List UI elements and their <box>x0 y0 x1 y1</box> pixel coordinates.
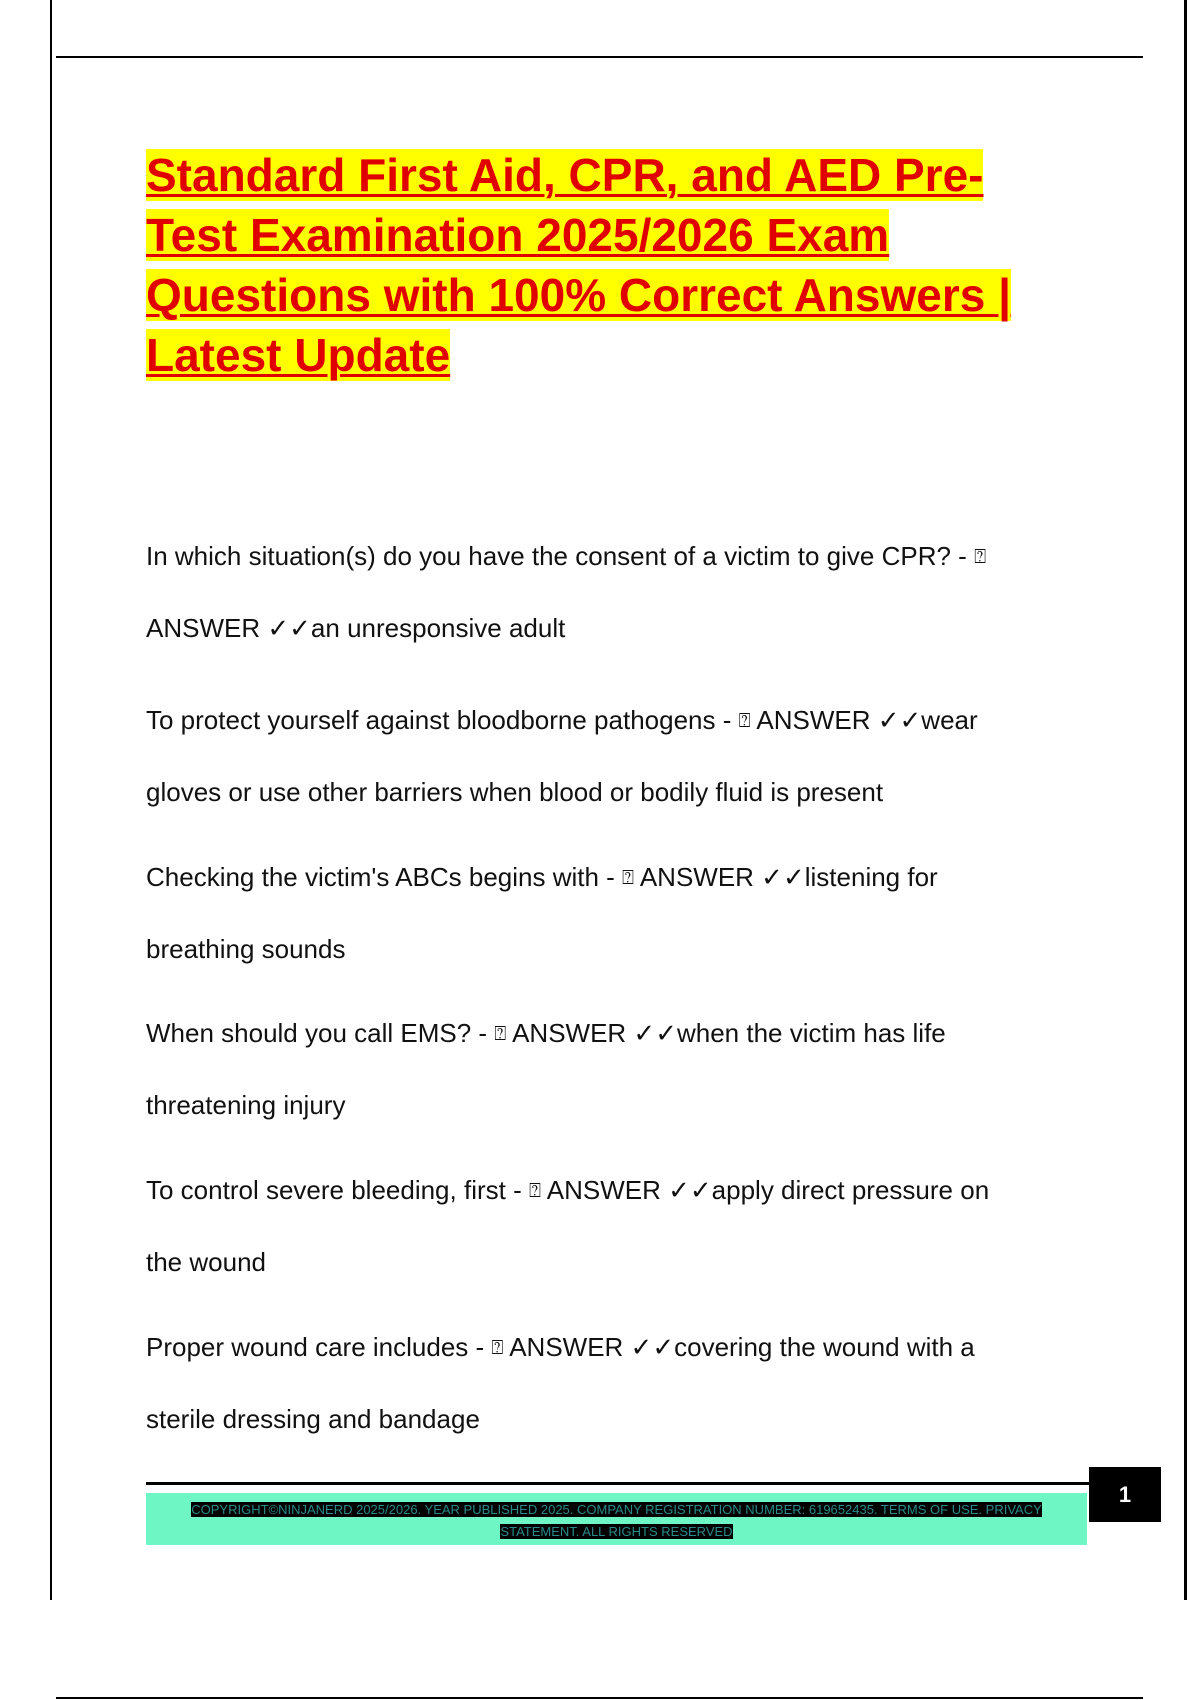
question-text: To control severe bleeding, first - <box>146 1175 529 1205</box>
qa-item <box>146 997 1086 1141</box>
placeholder-glyph-icon: ⍰ <box>974 544 987 568</box>
answer-continuation: the wound <box>146 1247 266 1277</box>
answer-text: an unresponsive adult <box>310 613 566 643</box>
answer-continuation: gloves or use other barriers when blood or bodily fluid is present <box>146 777 884 807</box>
next-page-rule <box>56 1697 1143 1699</box>
answer-continuation: breathing sounds <box>146 934 346 964</box>
question-line <box>146 841 1086 913</box>
page-number: 1 <box>1089 1467 1161 1522</box>
question-line <box>146 520 1086 592</box>
question-text: In which situation(s) do you have the consent of a victim to give CPR? - <box>146 541 975 571</box>
question-text: Proper wound care includes - <box>146 1332 492 1362</box>
placeholder-glyph-icon: ⍰ <box>622 865 635 889</box>
answer-text: ANSWER ✓✓apply direct pressure on <box>540 1175 990 1205</box>
placeholder-glyph-icon: ⍰ <box>491 1335 504 1359</box>
document-title <box>146 145 1086 385</box>
question-text: When should you call EMS? - <box>146 1018 495 1048</box>
page-border-left <box>50 0 52 1600</box>
qa-item <box>146 1311 1086 1455</box>
placeholder-glyph-icon: ⍰ <box>494 1021 507 1045</box>
answer-text: ANSWER ✓✓listening for <box>634 862 938 892</box>
placeholder-glyph-icon: ⍰ <box>738 708 751 732</box>
placeholder-glyph-icon: ⍰ <box>528 1178 541 1202</box>
question-text: Checking the victim's ABCs begins with - <box>146 862 623 892</box>
copyright-line-1: COPYRIGHT©NINJANERD 2025/2026. YEAR PUBLISHED 2025. COMPANY REGISTRATION NUMBER: 619652435. TERMS OF USE. PRIVACY <box>191 1502 1042 1517</box>
copyright-line-2: STATEMENT. ALL RIGHTS RESERVED <box>500 1524 733 1539</box>
answer-text: ANSWER ✓✓when the victim has life <box>506 1018 946 1048</box>
qa-item <box>146 1154 1086 1298</box>
header-rule <box>56 56 1143 58</box>
question-line <box>146 997 1086 1069</box>
answer-line <box>146 592 1086 664</box>
answer-continuation: threatening injury <box>146 1090 346 1120</box>
qa-item <box>146 520 1086 664</box>
qa-item <box>146 684 1086 828</box>
page-border-right <box>1184 0 1187 1600</box>
title-line: Latest Update <box>146 329 451 381</box>
copyright-footer <box>146 1493 1087 1545</box>
title-line: Test Examination 2025/2026 Exam <box>146 209 890 261</box>
answer-marker: ANSWER ✓✓ <box>146 613 311 643</box>
question-line <box>146 684 1086 756</box>
title-line: Questions with 100% Correct Answers | <box>146 269 1011 321</box>
footer-rule <box>146 1482 1090 1485</box>
qa-item <box>146 841 1086 985</box>
copyright-text <box>172 1499 1062 1543</box>
question-line <box>146 1311 1086 1383</box>
answer-text: ANSWER ✓✓covering the wound with a <box>503 1332 975 1362</box>
question-text: To protect yourself against bloodborne pathogens - <box>146 705 739 735</box>
title-line: Standard First Aid, CPR, and AED Pre- <box>146 149 984 201</box>
question-line <box>146 1154 1086 1226</box>
answer-text: ANSWER ✓✓wear <box>750 705 978 735</box>
answer-continuation: sterile dressing and bandage <box>146 1404 480 1434</box>
